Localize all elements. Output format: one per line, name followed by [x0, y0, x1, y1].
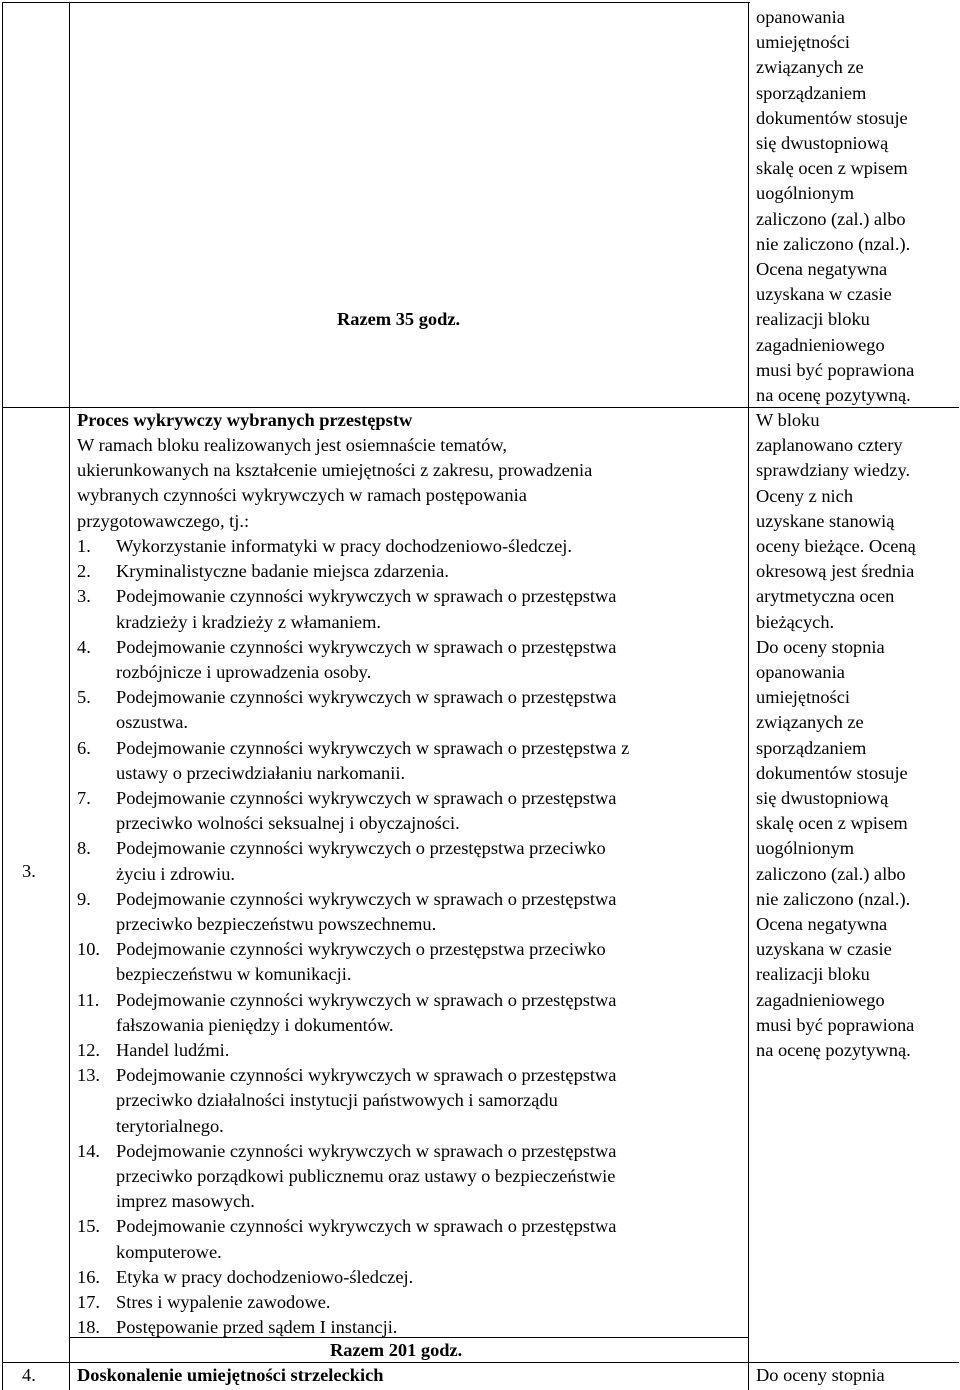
assessment-text-line: dokumentów stosuje — [756, 107, 908, 128]
assessment-text-line: sporządzaniem — [756, 737, 867, 758]
list-item-text: fałszowania pieniędzy i dokumentów. — [116, 1014, 394, 1035]
list-item-text: Etyka w pracy dochodzeniowo-śledczej. — [116, 1266, 414, 1287]
assessment-text-line: nie zaliczono (nzal.). — [756, 888, 911, 909]
list-item-text: Podejmowanie czynności wykrywczych w sprawach o przestępstwa — [116, 888, 617, 909]
list-item-text: oszustwa. — [116, 712, 189, 733]
assessment-text-line: związanych ze — [756, 57, 864, 78]
assessment-text-line: uzyskane stanowią — [756, 510, 895, 531]
assessment-text-line: zagadnieniowego — [756, 334, 885, 355]
column-divider-number — [69, 2, 70, 1390]
list-item-number: 16. — [77, 1266, 100, 1287]
assessment-text-line: się dwustopniową — [756, 788, 889, 808]
list-item-text: rozbójnicze i uprowadzenia osoby. — [116, 661, 372, 682]
assessment-text-line: W bloku — [756, 410, 820, 430]
list-item-number: 14. — [77, 1140, 100, 1161]
intro-text-line: W ramach bloku realizowanych jest osiemnaście tematów, — [77, 435, 507, 455]
list-item-text: Podejmowanie czynności wykrywczych w sprawach o przestępstwa — [116, 1140, 617, 1161]
assessment-text-line: umiejętności — [756, 687, 850, 708]
assessment-text-line: na ocenę pozytywną. — [756, 385, 911, 405]
row3-total: Razem 201 godz. — [330, 1340, 463, 1360]
list-item-text: Podejmowanie czynności wykrywczych o przestępstwa przeciwko — [116, 939, 606, 960]
assessment-text-line: uzyskana w czasie — [756, 284, 892, 305]
assessment-text-line: zaliczono (zal.) albo — [756, 863, 906, 884]
list-item-number: 3. — [77, 586, 91, 607]
list-item-text: ustawy o przeciwdziałaniu narkomanii. — [116, 762, 406, 783]
list-item-text: Podejmowanie czynności wykrywczych w sprawach o przestępstwa — [116, 989, 617, 1010]
intro-text-line: przygotowawczego, tj.: — [77, 510, 250, 531]
table-left-border — [2, 2, 3, 1390]
assessment-text-line: okresową jest średnia — [756, 561, 915, 582]
assessment-text-line: się dwustopniową — [756, 133, 889, 153]
list-item-number: 5. — [77, 687, 91, 708]
list-item-text: Kryminalistyczne badanie miejsca zdarzenia. — [116, 561, 449, 582]
assessment-text-line: bieżących. — [756, 611, 835, 632]
row3-number: 3. — [22, 861, 36, 881]
list-item-text: przeciwko wolności seksualnej i obyczajności. — [116, 813, 460, 834]
assessment-text-line: realizacji bloku — [756, 309, 870, 330]
list-item-text: Handel ludźmi. — [116, 1040, 230, 1060]
list-item-number: 1. — [77, 536, 91, 556]
list-item-text: Podejmowanie czynności wykrywczych w sprawach o przestępstwa — [116, 1065, 617, 1086]
list-item-number: 10. — [77, 939, 100, 960]
assessment-text-line: musi być poprawiona — [756, 1014, 915, 1035]
list-item-text: Podejmowanie czynności wykrywczych w sprawach o przestępstwa — [116, 586, 617, 607]
assessment-text-line: Ocena negatywna — [756, 914, 888, 934]
assessment-text-line: Do oceny stopnia — [756, 636, 885, 657]
top-row-total: Razem 35 godz. — [337, 309, 461, 329]
list-item-text: Podejmowanie czynności wykrywczych o przestępstwa przeciwko — [116, 838, 606, 859]
intro-text-line: wybranych czynności wykrywczych w ramach postępowania — [77, 485, 527, 506]
list-item-text: życiu i zdrowiu. — [116, 863, 235, 884]
assessment-text-line: realizacji bloku — [756, 964, 870, 985]
column-divider-content — [748, 2, 749, 1390]
list-item-text: Stres i wypalenie zawodowe. — [116, 1292, 331, 1312]
list-item-number: 8. — [77, 838, 91, 859]
row3-title: Proces wykrywczy wybranych przestępstw — [77, 410, 413, 430]
row4-title: Doskonalenie umiejętności strzeleckich — [77, 1365, 384, 1385]
list-item-text: komputerowe. — [116, 1241, 222, 1262]
assessment-text-line: związanych ze — [756, 712, 864, 733]
list-item-text: Podejmowanie czynności wykrywczych w sprawach o przestępstwa z — [116, 737, 630, 758]
list-item-number: 17. — [77, 1292, 100, 1312]
intro-text-line: ukierunkowanych na kształcenie umiejętności z zakresu, prowadzenia — [77, 460, 593, 481]
assessment-text-line: sprawdziany wiedzy. — [756, 460, 911, 481]
assessment-text-line: uogólnionym — [756, 183, 855, 204]
assessment-text-line: zagadnieniowego — [756, 989, 885, 1010]
list-item-number: 13. — [77, 1065, 100, 1086]
list-item-text: przeciwko działalności instytucji państwowych i samorządu — [116, 1090, 558, 1111]
assessment-text-line: arytmetyczna ocen — [756, 586, 895, 607]
assessment-text-line: zaplanowano cztery — [756, 435, 903, 456]
list-item-text: bezpieczeństwu w komunikacji. — [116, 964, 352, 985]
list-item-text: imprez masowych. — [116, 1191, 255, 1212]
list-item-number: 12. — [77, 1040, 100, 1060]
assessment-text-line: nie zaliczono (nzal.). — [756, 233, 911, 254]
list-item-text: kradzieży i kradzieży z włamaniem. — [116, 611, 381, 632]
assessment-text-line: musi być poprawiona — [756, 359, 915, 380]
table-top-border — [2, 2, 750, 3]
assessment-text-line: Oceny z nich — [756, 485, 854, 506]
list-item-text: terytorialnego. — [116, 1115, 224, 1136]
list-item-number: 2. — [77, 561, 91, 582]
row4-number: 4. — [22, 1365, 36, 1385]
list-item-text: Podejmowanie czynności wykrywczych w sprawach o przestępstwa — [116, 687, 617, 708]
list-item-number: 18. — [77, 1317, 100, 1338]
list-item-number: 11. — [77, 989, 100, 1010]
assessment-text-line: umiejętności — [756, 32, 850, 53]
assessment-text-line: dokumentów stosuje — [756, 762, 908, 783]
list-item-number: 15. — [77, 1216, 100, 1237]
assessment-text-line: skalę ocen z wpisem — [756, 158, 908, 179]
assessment-text-line: Ocena negatywna — [756, 259, 888, 279]
list-item-number: 7. — [77, 788, 91, 808]
assessment-text-line: skalę ocen z wpisem — [756, 813, 908, 834]
assessment-text-line: opanowania — [756, 7, 845, 27]
list-item-text: przeciwko porządkowi publicznemu oraz ustawy o bezpieczeństwie — [116, 1165, 616, 1186]
list-item-number: 4. — [77, 636, 91, 657]
list-item-text: Postępowanie przed sądem I instancji. — [116, 1317, 398, 1338]
assessment-text-line: uogólnionym — [756, 838, 855, 859]
assessment-text-line: sporządzaniem — [756, 82, 867, 103]
list-item-text: Podejmowanie czynności wykrywczych w sprawach o przestępstwa — [116, 1216, 617, 1237]
assessment-text-line: uzyskana w czasie — [756, 939, 892, 960]
list-item-text: Wykorzystanie informatyki w pracy dochodzeniowo-śledczej. — [116, 536, 572, 556]
list-item-number: 9. — [77, 888, 91, 909]
assessment-text-line: na ocenę pozytywną. — [756, 1040, 911, 1060]
list-item-text: Podejmowanie czynności wykrywczych w sprawach o przestępstwa — [116, 788, 617, 808]
list-item-text: Podejmowanie czynności wykrywczych w sprawach o przestępstwa — [116, 636, 617, 657]
assessment-text-line: oceny bieżące. Oceną — [756, 536, 916, 556]
assessment-text-line: zaliczono (zal.) albo — [756, 208, 906, 229]
row4-right-text: Do oceny stopnia — [756, 1365, 885, 1385]
assessment-text-line: opanowania — [756, 662, 845, 682]
list-item-number: 6. — [77, 737, 91, 758]
list-item-text: przeciwko bezpieczeństwu powszechnemu. — [116, 913, 437, 934]
